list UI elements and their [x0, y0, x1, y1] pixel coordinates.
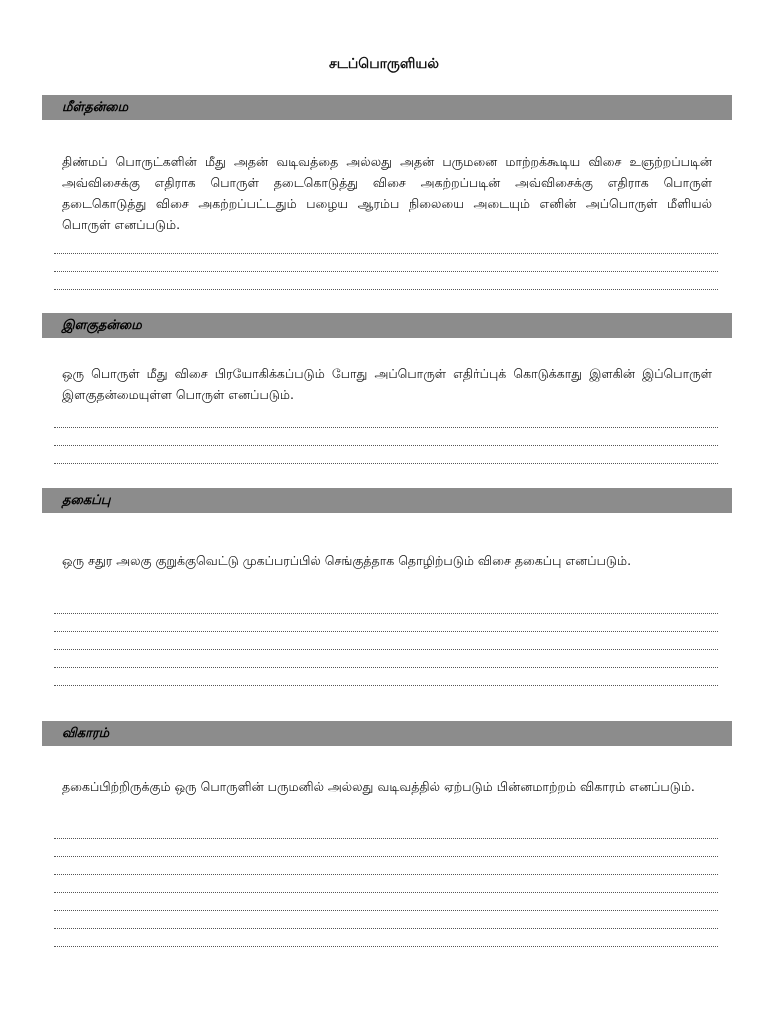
page-title: சடப்பொருளியல் — [328, 56, 440, 72]
answer-line[interactable] — [54, 289, 718, 290]
answer-line[interactable] — [54, 631, 718, 632]
answer-line[interactable] — [54, 892, 718, 893]
section-text: ஒரு பொருள் மீது விசை பிரயோகிக்கப்படும் போது அப்பொருள் எதிர்ப்புக் கொடுக்காது இளகின் இப்பொருள் இளகுதன்மையுள்ள பொருள் எனப்படும். — [62, 366, 712, 402]
answer-line[interactable] — [54, 838, 718, 839]
answer-line[interactable] — [54, 271, 718, 272]
answer-line[interactable] — [54, 874, 718, 875]
section-text: ஒரு சதுர அலகு குறுக்குவெட்டு முகப்பரப்பில் செங்குத்தாக தொழிற்படும் விசை தகைப்பு எனப்படும். — [62, 553, 632, 568]
answer-line[interactable] — [54, 445, 718, 446]
section-heading: மீள்தன்மை — [42, 95, 732, 120]
section-text: தகைப்பிற்றிருக்கும் ஒரு பொருளின் பருமனில் அல்லது வடிவத்தில் ஏற்படும் பின்னமாற்றம் விகாரம் எனப்படும். — [62, 779, 695, 794]
answer-line[interactable] — [54, 427, 718, 428]
answer-line[interactable] — [54, 667, 718, 668]
answer-line[interactable] — [54, 253, 718, 254]
answer-line[interactable] — [54, 463, 718, 464]
answer-line[interactable] — [54, 910, 718, 911]
section-heading: இளகுதன்மை — [42, 313, 732, 338]
section-heading: விகாரம் — [42, 721, 732, 746]
answer-line[interactable] — [54, 613, 718, 614]
section-text: திண்மப் பொருட்களின் மீது அதன் வடிவத்தை அல்லது அதன் பருமனை மாற்றக்கூடிய விசை உஞற்றப்படின் அவ்விசைக்கு எதிராக பொருள் தடைகொடுத்து விசை அகற்றப்படின் அவ்விசைக்கு எதிராக பொருள் தடைகொடுத்து விசை அகற்றப்பட்டதும் பழைய ஆரம்ப நிலையை அடையும் எனின் அப்பொருள் மீளியல் பொருள் எனப்படும். — [62, 154, 712, 232]
answer-line[interactable] — [54, 649, 718, 650]
answer-line[interactable] — [54, 856, 718, 857]
section-heading: தகைப்பு — [42, 488, 732, 513]
answer-line[interactable] — [54, 946, 718, 947]
answer-line[interactable] — [54, 685, 718, 686]
answer-line[interactable] — [54, 928, 718, 929]
